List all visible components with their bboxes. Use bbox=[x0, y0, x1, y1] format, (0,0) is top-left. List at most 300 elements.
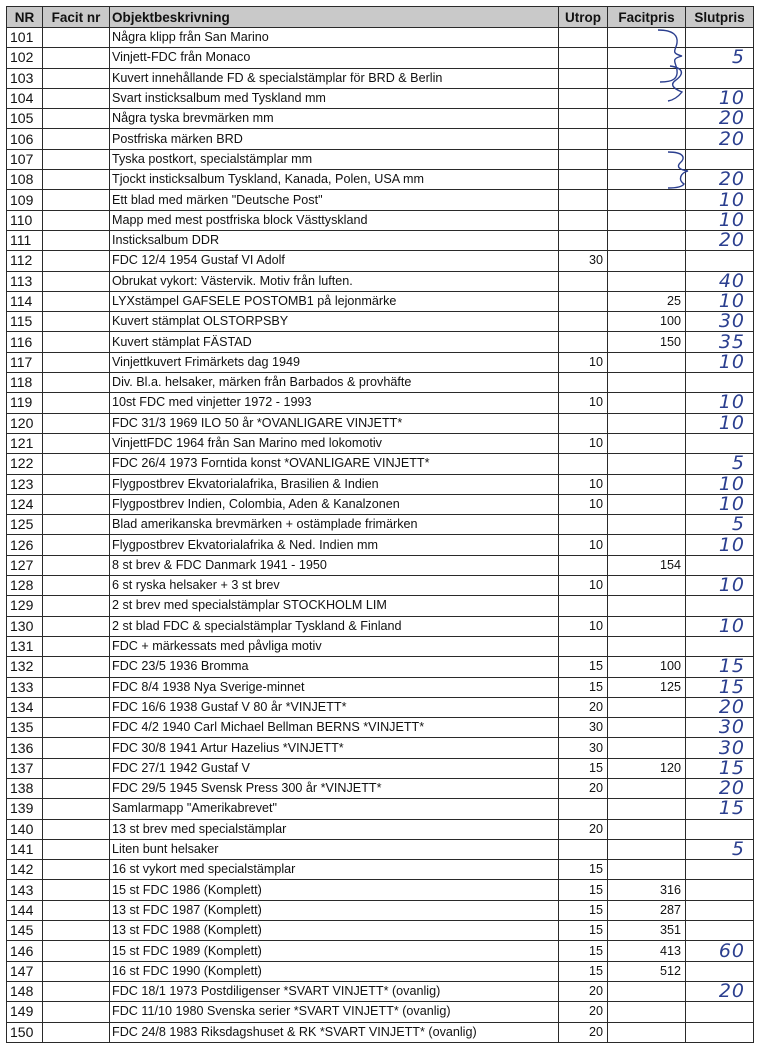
slutpris-cell bbox=[686, 1002, 754, 1022]
utrop-cell: 10 bbox=[559, 535, 608, 555]
facit-nr-cell bbox=[43, 961, 110, 981]
facitpris-cell bbox=[608, 596, 686, 616]
table-row bbox=[7, 474, 754, 494]
table-row bbox=[7, 251, 754, 271]
facitpris-cell: 287 bbox=[608, 900, 686, 920]
utrop-cell bbox=[559, 332, 608, 352]
slutpris-cell bbox=[686, 860, 754, 880]
slutpris-cell: 20 bbox=[686, 170, 754, 190]
slutpris-cell: 10 bbox=[686, 616, 754, 636]
lot-number-cell: 134 bbox=[7, 697, 43, 717]
utrop-cell: 30 bbox=[559, 738, 608, 758]
slutpris-cell bbox=[686, 68, 754, 88]
utrop-cell: 20 bbox=[559, 778, 608, 798]
slutpris-cell bbox=[686, 433, 754, 453]
table-row bbox=[7, 393, 754, 413]
lot-number-cell: 142 bbox=[7, 860, 43, 880]
facit-nr-cell bbox=[43, 981, 110, 1001]
table-header-row bbox=[7, 7, 754, 28]
description-cell: Tjockt insticksalbum Tyskland, Kanada, Polen, USA mm bbox=[110, 170, 559, 190]
table-row bbox=[7, 718, 754, 738]
slutpris-cell: 30 bbox=[686, 718, 754, 738]
table-row bbox=[7, 839, 754, 859]
facitpris-cell: 125 bbox=[608, 677, 686, 697]
facitpris-cell bbox=[608, 28, 686, 48]
facitpris-cell bbox=[608, 109, 686, 129]
utrop-cell: 20 bbox=[559, 1002, 608, 1022]
lot-number-cell: 146 bbox=[7, 941, 43, 961]
facit-nr-cell bbox=[43, 778, 110, 798]
lot-number-cell: 133 bbox=[7, 677, 43, 697]
table-row bbox=[7, 900, 754, 920]
utrop-cell: 15 bbox=[559, 677, 608, 697]
description-cell: Tyska postkort, specialstämplar mm bbox=[110, 149, 559, 169]
lot-number-cell: 131 bbox=[7, 636, 43, 656]
facit-nr-cell bbox=[43, 921, 110, 941]
lot-number-cell: 141 bbox=[7, 839, 43, 859]
slutpris-cell: 30 bbox=[686, 312, 754, 332]
lot-number-cell: 125 bbox=[7, 515, 43, 535]
facitpris-cell bbox=[608, 413, 686, 433]
slutpris-cell bbox=[686, 1022, 754, 1042]
facit-nr-cell bbox=[43, 677, 110, 697]
lot-number-cell: 135 bbox=[7, 718, 43, 738]
utrop-cell: 15 bbox=[559, 941, 608, 961]
slutpris-cell: 20 bbox=[686, 697, 754, 717]
lot-number-cell: 144 bbox=[7, 900, 43, 920]
facitpris-cell: 154 bbox=[608, 555, 686, 575]
facitpris-cell bbox=[608, 535, 686, 555]
facitpris-cell bbox=[608, 373, 686, 393]
description-cell: FDC 4/2 1940 Carl Michael Bellman BERNS *VINJETT* bbox=[110, 718, 559, 738]
utrop-cell bbox=[559, 109, 608, 129]
lot-number-cell: 148 bbox=[7, 981, 43, 1001]
table-row bbox=[7, 738, 754, 758]
utrop-cell: 10 bbox=[559, 474, 608, 494]
table-row bbox=[7, 312, 754, 332]
table-row bbox=[7, 697, 754, 717]
utrop-cell: 10 bbox=[559, 433, 608, 453]
description-cell: Insticksalbum DDR bbox=[110, 230, 559, 250]
description-cell: Några tyska brevmärken mm bbox=[110, 109, 559, 129]
table-row bbox=[7, 758, 754, 778]
description-cell: FDC 16/6 1938 Gustaf V 80 år *VINJETT* bbox=[110, 697, 559, 717]
slutpris-cell: 15 bbox=[686, 677, 754, 697]
slutpris-cell: 10 bbox=[686, 352, 754, 372]
facit-nr-cell bbox=[43, 494, 110, 514]
table-row bbox=[7, 373, 754, 393]
description-cell: 15 st FDC 1986 (Komplett) bbox=[110, 880, 559, 900]
facitpris-cell bbox=[608, 149, 686, 169]
slutpris-cell: 20 bbox=[686, 109, 754, 129]
description-cell: VinjettFDC 1964 från San Marino med lokomotiv bbox=[110, 433, 559, 453]
description-cell: 15 st FDC 1989 (Komplett) bbox=[110, 941, 559, 961]
header-slutpris: Slutpris bbox=[686, 7, 754, 28]
slutpris-cell: 10 bbox=[686, 413, 754, 433]
table-row bbox=[7, 1002, 754, 1022]
table-row bbox=[7, 880, 754, 900]
utrop-cell bbox=[559, 28, 608, 48]
facit-nr-cell bbox=[43, 88, 110, 108]
facitpris-cell bbox=[608, 230, 686, 250]
description-cell: FDC 23/5 1936 Bromma bbox=[110, 657, 559, 677]
facit-nr-cell bbox=[43, 291, 110, 311]
facitpris-cell bbox=[608, 718, 686, 738]
lot-number-cell: 102 bbox=[7, 48, 43, 68]
lot-number-cell: 110 bbox=[7, 210, 43, 230]
utrop-cell: 30 bbox=[559, 251, 608, 271]
utrop-cell: 15 bbox=[559, 900, 608, 920]
lot-number-cell: 124 bbox=[7, 494, 43, 514]
lot-number-cell: 109 bbox=[7, 190, 43, 210]
facit-nr-cell bbox=[43, 941, 110, 961]
utrop-cell bbox=[559, 271, 608, 291]
slutpris-cell: 20 bbox=[686, 778, 754, 798]
facitpris-cell bbox=[608, 352, 686, 372]
description-cell: Flygpostbrev Ekvatorialafrika, Brasilien & Indien bbox=[110, 474, 559, 494]
facit-nr-cell bbox=[43, 535, 110, 555]
table-row bbox=[7, 657, 754, 677]
description-cell: FDC 11/10 1980 Svenska serier *SVART VINJETT* (ovanlig) bbox=[110, 1002, 559, 1022]
facitpris-cell bbox=[608, 799, 686, 819]
facitpris-cell bbox=[608, 190, 686, 210]
facitpris-cell bbox=[608, 738, 686, 758]
table-row bbox=[7, 210, 754, 230]
header-facitpris: Facitpris bbox=[608, 7, 686, 28]
facitpris-cell bbox=[608, 819, 686, 839]
lot-number-cell: 121 bbox=[7, 433, 43, 453]
facitpris-cell bbox=[608, 778, 686, 798]
table-row bbox=[7, 230, 754, 250]
facitpris-cell bbox=[608, 433, 686, 453]
facit-nr-cell bbox=[43, 393, 110, 413]
table-row bbox=[7, 1022, 754, 1042]
utrop-cell: 15 bbox=[559, 860, 608, 880]
table-row bbox=[7, 271, 754, 291]
utrop-cell: 10 bbox=[559, 393, 608, 413]
facitpris-cell bbox=[608, 616, 686, 636]
description-cell: Flygpostbrev Ekvatorialafrika & Ned. Indien mm bbox=[110, 535, 559, 555]
table-row bbox=[7, 799, 754, 819]
facit-nr-cell bbox=[43, 433, 110, 453]
description-cell: FDC 27/1 1942 Gustaf V bbox=[110, 758, 559, 778]
facit-nr-cell bbox=[43, 332, 110, 352]
slutpris-cell bbox=[686, 921, 754, 941]
facit-nr-cell bbox=[43, 697, 110, 717]
facit-nr-cell bbox=[43, 230, 110, 250]
table-row bbox=[7, 170, 754, 190]
lot-number-cell: 122 bbox=[7, 454, 43, 474]
table-row bbox=[7, 291, 754, 311]
facitpris-cell bbox=[608, 88, 686, 108]
utrop-cell: 15 bbox=[559, 921, 608, 941]
auction-lot-table bbox=[6, 6, 754, 1043]
utrop-cell bbox=[559, 636, 608, 656]
lot-number-cell: 119 bbox=[7, 393, 43, 413]
slutpris-cell: 5 bbox=[686, 454, 754, 474]
slutpris-cell: 40 bbox=[686, 271, 754, 291]
slutpris-cell: 10 bbox=[686, 291, 754, 311]
lot-number-cell: 117 bbox=[7, 352, 43, 372]
description-cell: 8 st brev & FDC Danmark 1941 - 1950 bbox=[110, 555, 559, 575]
description-cell: Obrukat vykort: Västervik. Motiv från luften. bbox=[110, 271, 559, 291]
facitpris-cell bbox=[608, 636, 686, 656]
slutpris-cell: 10 bbox=[686, 210, 754, 230]
utrop-cell bbox=[559, 88, 608, 108]
facit-nr-cell bbox=[43, 515, 110, 535]
facitpris-cell: 100 bbox=[608, 312, 686, 332]
table-row bbox=[7, 88, 754, 108]
facitpris-cell bbox=[608, 515, 686, 535]
lot-number-cell: 111 bbox=[7, 230, 43, 250]
facitpris-cell bbox=[608, 1022, 686, 1042]
facit-nr-cell bbox=[43, 596, 110, 616]
slutpris-cell: 10 bbox=[686, 535, 754, 555]
utrop-cell: 20 bbox=[559, 981, 608, 1001]
utrop-cell bbox=[559, 210, 608, 230]
utrop-cell bbox=[559, 170, 608, 190]
description-cell: FDC + märkessats med påvliga motiv bbox=[110, 636, 559, 656]
facit-nr-cell bbox=[43, 109, 110, 129]
description-cell: 2 st brev med specialstämplar STOCKHOLM LIM bbox=[110, 596, 559, 616]
description-cell: 16 st FDC 1990 (Komplett) bbox=[110, 961, 559, 981]
utrop-cell: 10 bbox=[559, 494, 608, 514]
table-row bbox=[7, 616, 754, 636]
facitpris-cell bbox=[608, 839, 686, 859]
facit-nr-cell bbox=[43, 555, 110, 575]
utrop-cell bbox=[559, 596, 608, 616]
description-cell: Postfriska märken BRD bbox=[110, 129, 559, 149]
facitpris-cell bbox=[608, 68, 686, 88]
facit-nr-cell bbox=[43, 68, 110, 88]
description-cell: Liten bunt helsaker bbox=[110, 839, 559, 859]
facitpris-cell bbox=[608, 129, 686, 149]
table-row bbox=[7, 636, 754, 656]
description-cell: 10st FDC med vinjetter 1972 - 1993 bbox=[110, 393, 559, 413]
facit-nr-cell bbox=[43, 839, 110, 859]
description-cell: FDC 24/8 1983 Riksdagshuset & RK *SVART VINJETT* (ovanlig) bbox=[110, 1022, 559, 1042]
facit-nr-cell bbox=[43, 210, 110, 230]
table-row bbox=[7, 68, 754, 88]
slutpris-cell bbox=[686, 596, 754, 616]
lot-number-cell: 118 bbox=[7, 373, 43, 393]
slutpris-cell: 5 bbox=[686, 515, 754, 535]
facit-nr-cell bbox=[43, 738, 110, 758]
lot-number-cell: 101 bbox=[7, 28, 43, 48]
utrop-cell bbox=[559, 515, 608, 535]
table-row bbox=[7, 961, 754, 981]
slutpris-cell: 5 bbox=[686, 839, 754, 859]
utrop-cell: 15 bbox=[559, 880, 608, 900]
table-row bbox=[7, 535, 754, 555]
slutpris-cell: 10 bbox=[686, 88, 754, 108]
utrop-cell: 15 bbox=[559, 657, 608, 677]
table-row bbox=[7, 413, 754, 433]
utrop-cell bbox=[559, 799, 608, 819]
lot-number-cell: 136 bbox=[7, 738, 43, 758]
description-cell: FDC 18/1 1973 Postdiligenser *SVART VINJETT* (ovanlig) bbox=[110, 981, 559, 1001]
lot-number-cell: 126 bbox=[7, 535, 43, 555]
description-cell: Vinjett-FDC från Monaco bbox=[110, 48, 559, 68]
utrop-cell bbox=[559, 839, 608, 859]
facit-nr-cell bbox=[43, 1022, 110, 1042]
table-row bbox=[7, 149, 754, 169]
lot-number-cell: 149 bbox=[7, 1002, 43, 1022]
table-row bbox=[7, 494, 754, 514]
slutpris-cell bbox=[686, 555, 754, 575]
description-cell: 13 st FDC 1988 (Komplett) bbox=[110, 921, 559, 941]
table-row bbox=[7, 921, 754, 941]
lot-number-cell: 116 bbox=[7, 332, 43, 352]
utrop-cell: 10 bbox=[559, 616, 608, 636]
slutpris-cell: 15 bbox=[686, 657, 754, 677]
lot-number-cell: 150 bbox=[7, 1022, 43, 1042]
slutpris-cell bbox=[686, 28, 754, 48]
table-row bbox=[7, 555, 754, 575]
facit-nr-cell bbox=[43, 28, 110, 48]
table-row bbox=[7, 778, 754, 798]
description-cell: Svart insticksalbum med Tyskland mm bbox=[110, 88, 559, 108]
description-cell: 16 st vykort med specialstämplar bbox=[110, 860, 559, 880]
table-row bbox=[7, 129, 754, 149]
facit-nr-cell bbox=[43, 819, 110, 839]
lot-number-cell: 114 bbox=[7, 291, 43, 311]
lot-number-cell: 145 bbox=[7, 921, 43, 941]
slutpris-cell: 15 bbox=[686, 758, 754, 778]
slutpris-cell: 60 bbox=[686, 941, 754, 961]
slutpris-cell: 10 bbox=[686, 576, 754, 596]
slutpris-cell: 10 bbox=[686, 393, 754, 413]
description-cell: Samlarmapp "Amerikabrevet" bbox=[110, 799, 559, 819]
lot-number-cell: 107 bbox=[7, 149, 43, 169]
table-row bbox=[7, 48, 754, 68]
facitpris-cell bbox=[608, 474, 686, 494]
lot-number-cell: 113 bbox=[7, 271, 43, 291]
table-row bbox=[7, 576, 754, 596]
slutpris-cell bbox=[686, 961, 754, 981]
table-row bbox=[7, 860, 754, 880]
slutpris-cell: 35 bbox=[686, 332, 754, 352]
facit-nr-cell bbox=[43, 149, 110, 169]
utrop-cell bbox=[559, 291, 608, 311]
description-cell: 2 st blad FDC & specialstämplar Tyskland & Finland bbox=[110, 616, 559, 636]
facitpris-cell: 512 bbox=[608, 961, 686, 981]
facit-nr-cell bbox=[43, 636, 110, 656]
slutpris-cell: 5 bbox=[686, 48, 754, 68]
description-cell: FDC 26/4 1973 Forntida konst *OVANLIGARE VINJETT* bbox=[110, 454, 559, 474]
description-cell: FDC 31/3 1969 ILO 50 år *OVANLIGARE VINJETT* bbox=[110, 413, 559, 433]
description-cell: Blad amerikanska brevmärken + ostämplade frimärken bbox=[110, 515, 559, 535]
facitpris-cell: 413 bbox=[608, 941, 686, 961]
facitpris-cell bbox=[608, 393, 686, 413]
facit-nr-cell bbox=[43, 1002, 110, 1022]
utrop-cell bbox=[559, 68, 608, 88]
facit-nr-cell bbox=[43, 373, 110, 393]
header-nr: NR bbox=[7, 7, 43, 28]
lot-number-cell: 143 bbox=[7, 880, 43, 900]
table-row bbox=[7, 981, 754, 1001]
lot-number-cell: 108 bbox=[7, 170, 43, 190]
facitpris-cell bbox=[608, 170, 686, 190]
description-cell: Kuvert innehållande FD & specialstämplar för BRD & Berlin bbox=[110, 68, 559, 88]
facit-nr-cell bbox=[43, 454, 110, 474]
slutpris-cell bbox=[686, 251, 754, 271]
utrop-cell bbox=[559, 129, 608, 149]
facit-nr-cell bbox=[43, 576, 110, 596]
header-utrop: Utrop bbox=[559, 7, 608, 28]
utrop-cell bbox=[559, 312, 608, 332]
slutpris-cell bbox=[686, 373, 754, 393]
table-body bbox=[7, 28, 754, 1043]
facitpris-cell bbox=[608, 48, 686, 68]
facitpris-cell bbox=[608, 454, 686, 474]
facit-nr-cell bbox=[43, 48, 110, 68]
facitpris-cell bbox=[608, 251, 686, 271]
utrop-cell: 10 bbox=[559, 576, 608, 596]
table-row bbox=[7, 596, 754, 616]
utrop-cell: 30 bbox=[559, 718, 608, 738]
utrop-cell: 15 bbox=[559, 758, 608, 778]
lot-number-cell: 130 bbox=[7, 616, 43, 636]
utrop-cell: 15 bbox=[559, 961, 608, 981]
facit-nr-cell bbox=[43, 900, 110, 920]
facit-nr-cell bbox=[43, 616, 110, 636]
utrop-cell bbox=[559, 373, 608, 393]
slutpris-cell: 20 bbox=[686, 230, 754, 250]
utrop-cell bbox=[559, 48, 608, 68]
utrop-cell bbox=[559, 230, 608, 250]
slutpris-cell: 20 bbox=[686, 129, 754, 149]
facitpris-cell bbox=[608, 1002, 686, 1022]
table-row bbox=[7, 332, 754, 352]
facitpris-cell bbox=[608, 697, 686, 717]
facit-nr-cell bbox=[43, 312, 110, 332]
table-row bbox=[7, 941, 754, 961]
facitpris-cell: 100 bbox=[608, 657, 686, 677]
facit-nr-cell bbox=[43, 129, 110, 149]
facit-nr-cell bbox=[43, 758, 110, 778]
facit-nr-cell bbox=[43, 251, 110, 271]
description-cell: Flygpostbrev Indien, Colombia, Aden & Kanalzonen bbox=[110, 494, 559, 514]
description-cell: Div. Bl.a. helsaker, märken från Barbados & provhäfte bbox=[110, 373, 559, 393]
facit-nr-cell bbox=[43, 657, 110, 677]
lot-number-cell: 115 bbox=[7, 312, 43, 332]
facit-nr-cell bbox=[43, 352, 110, 372]
lot-number-cell: 137 bbox=[7, 758, 43, 778]
lot-number-cell: 120 bbox=[7, 413, 43, 433]
description-cell: 6 st ryska helsaker + 3 st brev bbox=[110, 576, 559, 596]
slutpris-cell: 10 bbox=[686, 190, 754, 210]
lot-number-cell: 132 bbox=[7, 657, 43, 677]
facit-nr-cell bbox=[43, 718, 110, 738]
utrop-cell: 10 bbox=[559, 352, 608, 372]
facit-nr-cell bbox=[43, 170, 110, 190]
slutpris-cell: 20 bbox=[686, 981, 754, 1001]
slutpris-cell bbox=[686, 900, 754, 920]
table-row bbox=[7, 28, 754, 48]
lot-number-cell: 140 bbox=[7, 819, 43, 839]
description-cell: Kuvert stämplat OLSTORPSBY bbox=[110, 312, 559, 332]
facitpris-cell: 351 bbox=[608, 921, 686, 941]
utrop-cell bbox=[559, 149, 608, 169]
slutpris-cell bbox=[686, 149, 754, 169]
lot-number-cell: 128 bbox=[7, 576, 43, 596]
table-row bbox=[7, 190, 754, 210]
lot-number-cell: 138 bbox=[7, 778, 43, 798]
slutpris-cell: 10 bbox=[686, 474, 754, 494]
facit-nr-cell bbox=[43, 271, 110, 291]
description-cell: Mapp med mest postfriska block Västtyskland bbox=[110, 210, 559, 230]
